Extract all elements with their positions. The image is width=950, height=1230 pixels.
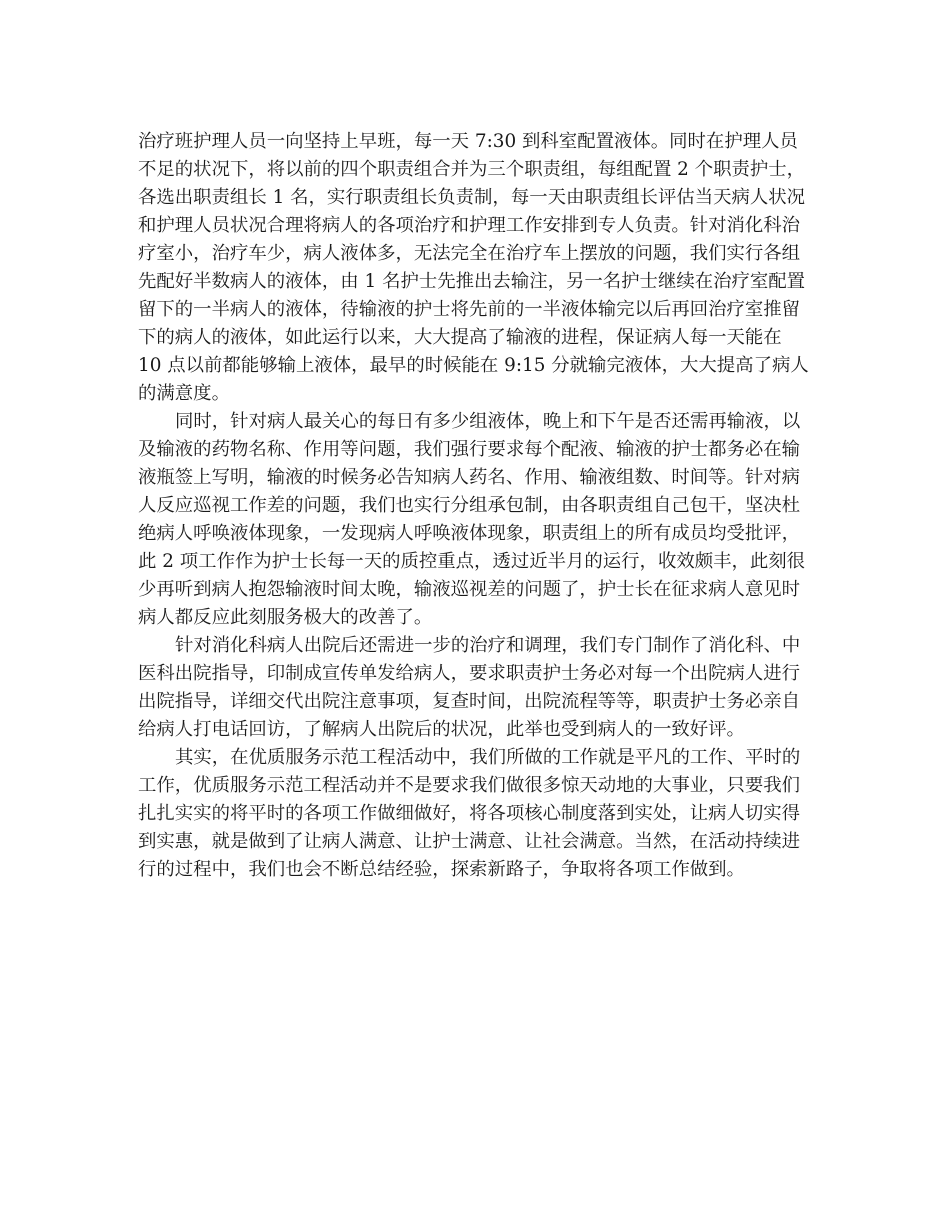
text-line: 疗室小，治疗车少，病人液体多，无法完全在治疗车上摆放的问题，我们实行各组 (138, 243, 801, 264)
text-line: 行的过程中，我们也会不断总结经验，探索新路子，争取将各项工作做到。 (138, 859, 745, 880)
text-line: 和护理人员状况合理将病人的各项治疗和护理工作安排到专人负责。针对消化科治 (138, 215, 801, 236)
paragraph-1 (138, 128, 818, 408)
text-line: 到实惠，就是做到了让病人满意、让护士满意、让社会满意。当然，在活动持续进 (138, 831, 801, 852)
text-line: 及输液的药物名称、作用等问题，我们强行要求每个配液、输液的护士都务必在输 (138, 439, 801, 460)
text-line: 的满意度。 (138, 383, 230, 404)
text-line: 工作，优质服务示范工程活动并不是要求我们做很多惊天动地的大事业，只要我们 (138, 775, 801, 796)
text-line: 各选出职责组长 1 名，实行职责组长负责制，每一天由职责组长评估当天病人状况 (138, 187, 806, 208)
text-line: 医科出院指导，印制成宣传单发给病人，要求职责护士务必对每一个出院病人进行 (138, 663, 801, 684)
text-line: 10 点以前都能够输上液体，最早的时候能在 9:15 分就输完液体，大大提高了病人 (138, 355, 809, 376)
text-line: 其实，在优质服务示范工程活动中，我们所做的工作就是平凡的工作、平时的 (175, 747, 801, 768)
text-line: 针对消化科病人出院后还需进一步的治疗和调理，我们专门制作了消化科、中 (175, 635, 801, 656)
text-line: 病人都反应此刻服务极大的改善了。 (138, 607, 433, 628)
text-line: 出院指导，详细交代出院注意事项，复查时间，出院流程等等，职责护士务必亲自 (138, 691, 801, 712)
document-body (138, 128, 818, 884)
text-line: 先配好半数病人的液体，由 1 名护士先推出去输注，另一名护士继续在治疗室配置 (138, 271, 806, 292)
paragraph-4 (138, 744, 818, 884)
text-line: 扎扎实实的将平时的各项工作做细做好，将各项核心制度落到实处，让病人切实得 (138, 803, 801, 824)
text-line: 少再听到病人抱怨输液时间太晚，输液巡视差的问题了，护士长在征求病人意见时 (138, 579, 801, 600)
text-line: 液瓶签上写明，输液的时候务必告知病人药名、作用、输液组数、时间等。针对病 (138, 467, 801, 488)
text-line: 下的病人的液体，如此运行以来，大大提高了输液的进程，保证病人每一天能在 (138, 327, 782, 348)
paragraph-3 (138, 632, 818, 744)
text-line: 人反应巡视工作差的问题，我们也实行分组承包制，由各职责组自己包干，坚决杜 (138, 495, 801, 516)
text-line: 此 2 项工作作为护士长每一天的质控重点，透过近半月的运行，收效颇丰，此刻很 (138, 551, 806, 572)
text-line: 同时，针对病人最关心的每日有多少组液体，晚上和下午是否还需再输液，以 (175, 411, 801, 432)
text-line: 绝病人呼唤液体现象，一发现病人呼唤液体现象，职责组上的所有成员均受批评， (138, 523, 801, 544)
text-line: 留下的一半病人的液体，待输液的护士将先前的一半液体输完以后再回治疗室推留 (138, 299, 801, 320)
text-line: 不足的状况下，将以前的四个职责组合并为三个职责组，每组配置 2 个职责护士， (138, 159, 806, 180)
text-line: 给病人打电话回访，了解病人出院后的状况，此举也受到病人的一致好评。 (138, 719, 745, 740)
text-line: 治疗班护理人员一向坚持上早班，每一天 7:30 到科室配置液体。同时在护理人员 (138, 131, 798, 152)
paragraph-2 (138, 408, 818, 632)
